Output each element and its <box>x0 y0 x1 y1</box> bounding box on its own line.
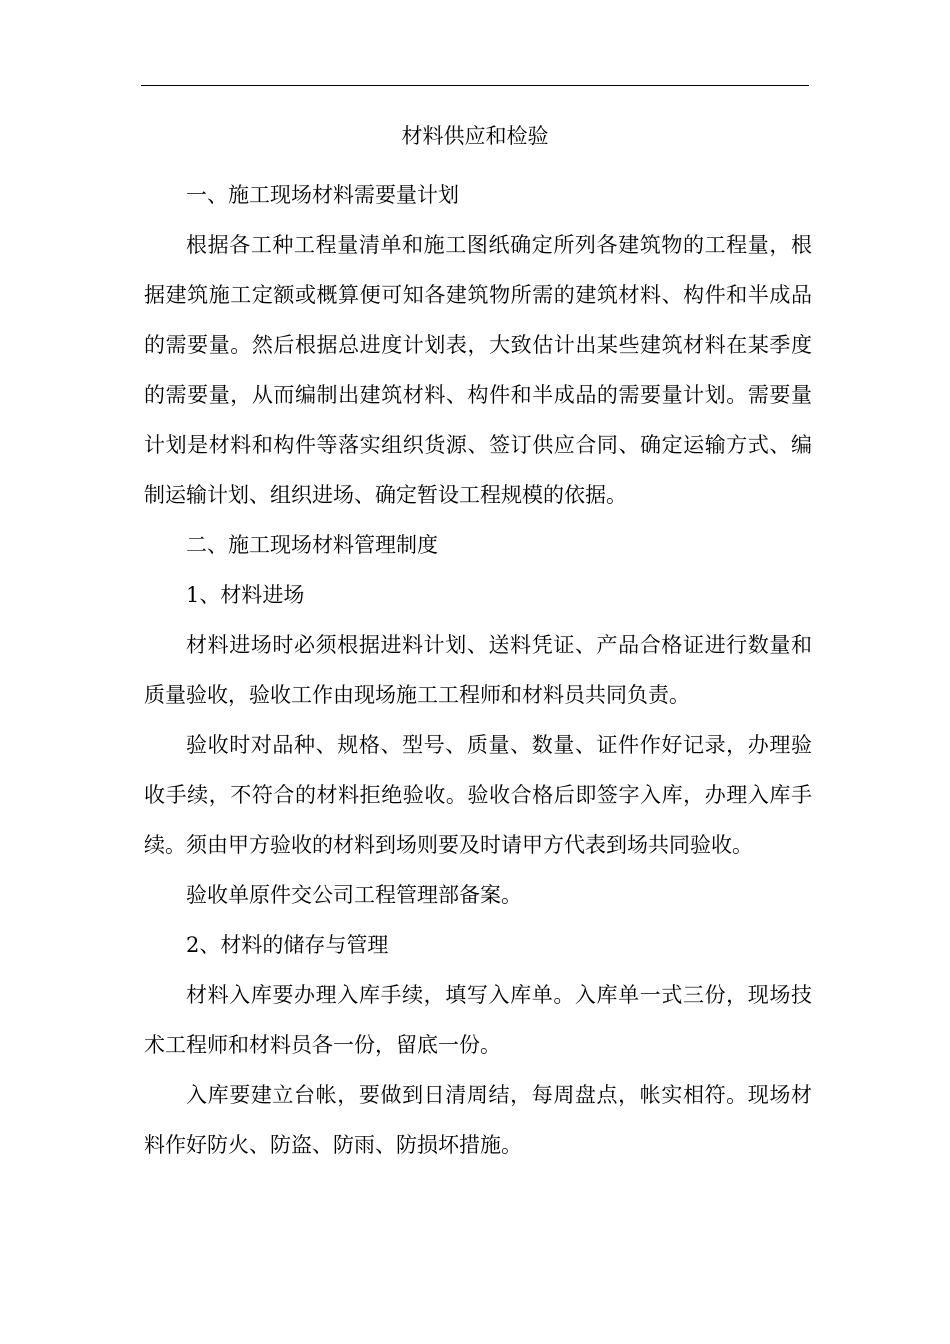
section-heading-2: 二、施工现场材料管理制度 <box>186 533 438 557</box>
paragraph-acceptance-filing: 验收单原件交公司工程管理部备案。 <box>186 883 522 907</box>
subsection-heading-1: 1、材料进场 <box>186 583 305 607</box>
paragraph-material-entry: 材料进场时必须根据进料计划、送料凭证、产品合格证进行数量和质量验收，验收工作由现场施工工程师和材料员共同负责。 <box>144 633 812 707</box>
header-rule <box>141 85 809 86</box>
paragraph-warehousing: 材料入库要办理入库手续，填写入库单。入库单一式三份，现场技术工程师和材料员各一份，留底一份。 <box>144 983 812 1057</box>
paragraph-requirement-plan: 根据各工种工程量清单和施工图纸确定所列各建筑物的工程量，根据建筑施工定额或概算便可知各建筑物所需的建筑材料、构件和半成品的需要量。然后根据总进度计划表，大致估计出某些建筑材料在某季度的需要量，从而编制出建筑材料、构件和半成品的需要量计划。需要量计划是材料和构件等落实组织货源、签订供应合同、确定运输方式、编制运输计划、组织进场、确定暂设工程规模的依据。 <box>144 233 812 507</box>
paragraph-acceptance-records: 验收时对品种、规格、型号、质量、数量、证件作好记录，办理验收手续，不符合的材料拒绝验收。验收合格后即签字入库，办理入库手续。须由甲方验收的材料到场则要及时请甲方代表到场共同验收。 <box>144 733 812 857</box>
document-body <box>144 170 812 1170</box>
page-title: 材料供应和检验 <box>401 124 549 148</box>
section-heading-1: 一、施工现场材料需要量计划 <box>186 183 459 207</box>
paragraph-ledger: 入库要建立台帐，要做到日清周结，每周盘点，帐实相符。现场材料作好防火、防盗、防雨、防损坏措施。 <box>144 1083 812 1157</box>
subsection-heading-2: 2、材料的储存与管理 <box>186 933 389 957</box>
